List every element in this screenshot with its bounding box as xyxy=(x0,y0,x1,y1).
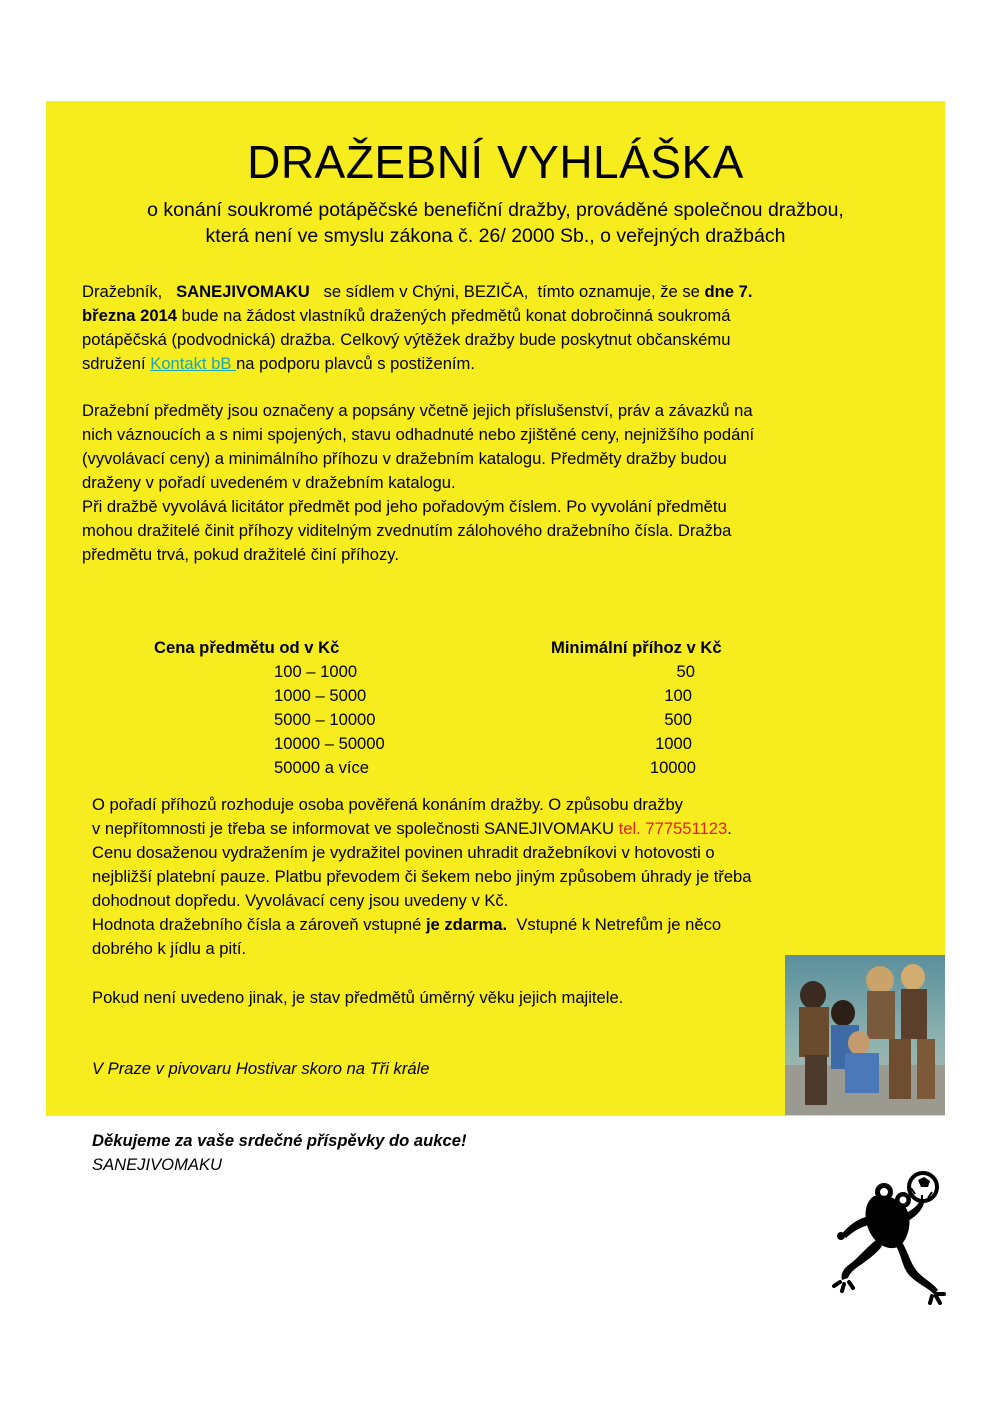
items-line: (vyvolávací ceny) a minimálního příhozu v dražebním katalogu. Předměty dražby budou xyxy=(82,449,727,468)
items-line: předmětu trvá, pokud dražitelé činí příhozy. xyxy=(82,545,399,564)
intro-text: Dražebník, xyxy=(82,282,177,301)
rules-text: . xyxy=(727,819,732,838)
intro-line-4 xyxy=(82,352,912,376)
table-cell-min: 50 xyxy=(676,662,695,681)
rules-line: dohodnout dopředu. Vyvolávací ceny jsou uvedeny v Kč. xyxy=(92,891,509,910)
rules-text: Hodnota dražebního čísla a zároveň vstupné xyxy=(92,915,426,934)
frog-logo-icon xyxy=(832,1170,947,1305)
items-paragraph xyxy=(82,399,912,567)
phone-number[interactable]: tel. 777551123 xyxy=(618,819,728,838)
items-line: nich váznoucích a s nimi spojených, stavu odhadnuté nebo zjištěné ceny, nejnižšího podání xyxy=(82,425,755,444)
rules-line xyxy=(92,817,912,841)
rules-paragraph xyxy=(92,793,912,961)
items-line: Při dražbě vyvolává licitátor předmět pod jeho pořadovým číslem. Po vyvolání předmětu xyxy=(82,497,727,516)
auction-date: dne 7. xyxy=(704,282,753,301)
rules-text: v nepřítomnosti je třeba se informovat ve společnosti SANEJIVOMAKU xyxy=(92,819,619,838)
table-cell-range: 1000 – 5000 xyxy=(274,686,367,705)
rules-line xyxy=(92,913,912,937)
items-line: Dražební předměty jsou označeny a popsány včetně jejich příslušenství, práv a závazků na xyxy=(82,401,753,420)
table-cell-min: 1000 xyxy=(655,734,692,753)
rules-line: dobrého k jídlu a pití. xyxy=(92,939,247,958)
auction-date-month: března 2014 xyxy=(82,306,178,325)
intro-text: se sídlem v Chýni, BEZIČA, tímto oznamuje, že se xyxy=(309,282,705,301)
kontakt-bb-link[interactable]: Kontakt bB xyxy=(150,354,237,373)
intro-text: na podporu plavců s postižením. xyxy=(236,354,475,373)
rules-text: Vstupné k Netrefům je něco xyxy=(507,915,722,934)
intro-text: bude na žádost vlastníků dražených předmětů konat dobročinná soukromá xyxy=(177,306,731,325)
items-line: draženy v pořadí uvedeném v dražebním katalogu. xyxy=(82,473,456,492)
intro-text: sdružení xyxy=(82,354,151,373)
table-cell-min: 100 xyxy=(664,686,692,705)
signature-text: SANEJIVOMAKU xyxy=(92,1155,223,1174)
table-cell-range: 100 – 1000 xyxy=(274,662,358,681)
col-header-min-bid: Minimální příhoz v Kč xyxy=(551,638,722,657)
band-photo-image xyxy=(785,955,945,1115)
place-text: V Praze v pivovaru Hostivar skoro na Tři krále xyxy=(92,1059,430,1078)
subtitle-line-1: o konání soukromé potápěčské benefiční dražby, prováděné společnou dražbou, xyxy=(147,199,844,221)
auctioneer-name: SANEJIVOMAKU xyxy=(176,282,310,301)
condition-text: Pokud není uvedeno jinak, je stav předmětů úměrný věku jejich majitele. xyxy=(92,988,624,1007)
table-cell-min: 10000 xyxy=(649,758,696,777)
page-title: DRAŽEBNÍ VYHLÁŠKA xyxy=(247,136,744,188)
intro-line-3: potápěčská (podvodnická) dražba. Celkový výtěžek dražby bude poskytnut občanskému xyxy=(82,330,731,349)
subtitle-line-2: která není ve smyslu zákona č. 26/ 2000 Sb., o veřejných dražbách xyxy=(205,225,786,247)
rules-line: Cenu dosaženou vydražením je vydražitel povinen uhradit dražebníkovi v hotovosti o xyxy=(92,843,715,862)
rules-line: O pořadí příhozů rozhoduje osoba pověřená konáním dražby. O způsobu dražby xyxy=(92,795,683,814)
intro-line-2 xyxy=(82,304,912,328)
items-line: mohou dražitelé činit příhozy viditelným zvednutím zálohového dražebního čísla. Dražba xyxy=(82,521,732,540)
thanks-text: Děkujeme za vaše srdečné příspěvky do aukce! xyxy=(92,1131,467,1150)
band-photo xyxy=(785,955,945,1115)
table-cell-min: 500 xyxy=(664,710,692,729)
free-entry-text: je zdarma. xyxy=(425,915,508,934)
rules-line: nejbližší platební pauze. Platbu převodem či šekem nebo jiným způsobem úhrady je třeba xyxy=(92,867,752,886)
table-cell-range: 10000 – 50000 xyxy=(274,734,385,753)
intro-paragraph xyxy=(82,280,912,376)
table-cell-range: 50000 a více xyxy=(274,758,370,777)
intro-line-1 xyxy=(82,280,912,304)
table-cell-range: 5000 – 10000 xyxy=(274,710,376,729)
col-header-price: Cena předmětu od v Kč xyxy=(154,638,340,657)
